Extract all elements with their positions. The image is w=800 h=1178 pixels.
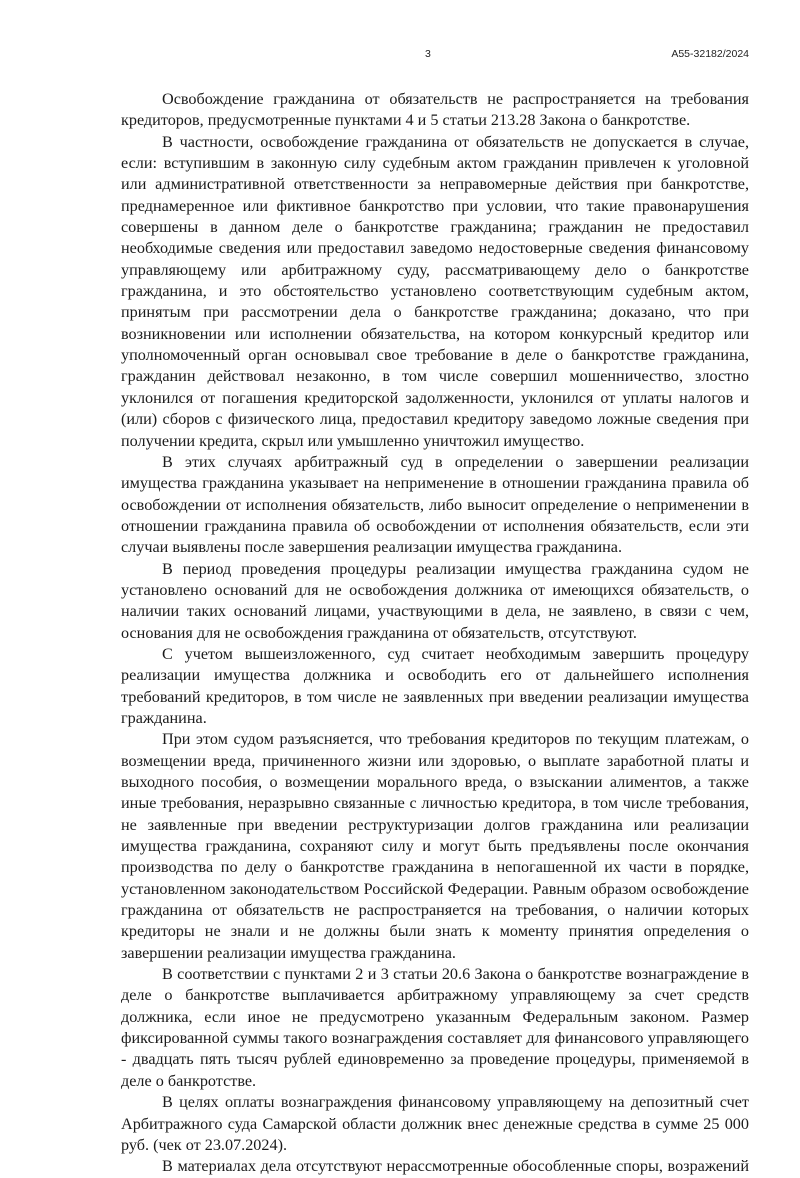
page-header <box>0 48 800 64</box>
page-number: 3 <box>425 48 431 60</box>
paragraph-court-decision: С учетом вышеизложенного, суд считает необходимым завершить процедуру реализации имущества должника и освободить его от дальнейшего исполнения требований кредиторов, в том числе не заявленных при введении реализации имущества гражданина. <box>121 644 749 727</box>
paragraph-no-grounds: В период проведения процедуры реализации имущества гражданина судом не установлено оснований для не освобождения должника от имеющихся обязательств, о наличии таких оснований лицами, участвующими в дела, не заявлено, в связи с чем, основания для не освобождения гражданина от обязательств, отсутствуют. <box>121 559 749 642</box>
paragraph-creditor-claims-clarification: При этом судом разъясняется, что требования кредиторов по текущим платежам, о возмещении вреда, причиненного жизни или здоровью, о выплате заработной платы и выходного пособия, о возмещении морального вреда, о взыскании алиментов, а также иные требования, неразрывно связанные с личностью кредитора, в том числе требования, не заявленные при введении реструктуризации долгов гражданина или реализации имущества гражданина, сохраняют силу и могут быть предъявлены после окончания производства по делу о банкротстве гражданина в непогашенной их части в порядке, установленном законодательством Российской Федерации. Равным образом освобождение гражданина от обязательств не распространяется на требования, о наличии которых кредиторы не знали и не должны были знать к моменту принятия определения о завершении реализации имущества гражданина. <box>121 730 749 962</box>
paragraph-manager-remuneration: В соответствии с пунктами 2 и 3 статьи 20.6 Закона о банкротстве вознаграждение в деле о банкротстве выплачивается арбитражному управляющему за счет средств должника, если иное не предусмотрено указанным Федеральным законом. Размер фиксированной суммы такого вознаграждения составляет для финансового управляющего - двадцать пять тысяч рублей единовременно за проведение процедуры, применяемой в деле о банкротстве. <box>121 965 749 1090</box>
paragraph-case-materials: В материалах дела отсутствуют нерассмотренные обособленные споры, возражений <box>162 1157 749 1176</box>
case-number: А55-32182/2024 <box>671 48 749 60</box>
paragraph-court-non-application: В этих случаях арбитражный суд в определении о завершении реализации имущества гражданина указывает на неприменение в отношении гражданина правила об освобождении от исполнения обязательств, либо выносит определение о неприменении в отношении гражданина правила об освобождении от исполнения обязательств, если эти случаи выявлены после завершения реализации имущества гражданина. <box>121 452 749 557</box>
paragraph-deposit-payment: В целях оплаты вознаграждения финансовому управляющему на депозитный счет Арбитражного суда Самарской области должник внес денежные средства в сумме 25 000 руб. (чек от 23.07.2024). <box>121 1093 749 1154</box>
document-body <box>121 89 749 1178</box>
paragraph-release-exceptions: Освобождение гражданина от обязательств не распространяется на требования кредиторов, предусмотренные пунктами 4 и 5 статьи 213.28 Закона о банкротстве. <box>121 90 749 130</box>
paragraph-release-not-allowed-cases: В частности, освобождение гражданина от обязательств не допускается в случае, если: вступившим в законную силу судебным актом гражданин привлечен к уголовной или административной ответственности за неправомерные действия при банкротстве, преднамеренное или фиктивное банкротство при условии, что такие правонарушения совершены в данном деле о банкротстве гражданина; гражданин не предоставил необходимые сведения или предоставил заведомо недостоверные сведения финансовому управляющему или арбитражному суду, рассматривающему дело о банкротстве гражданина, и это обстоятельство установлено соответствующим судебным актом, принятым при рассмотрении дела о банкротстве гражданина; доказано, что при возникновении или исполнении обязательства, на котором конкурсный кредитор или уполномоченный орган основывал свое требование в деле о банкротстве гражданина, гражданин действовал незаконно, в том числе совершил мошенничество, злостно уклонился от погашения кредиторской задолженности, уклонился от уплаты налогов и (или) сборов с физического лица, предоставил кредитору заведомо ложные сведения при получении кредита, скрыл или умышленно уничтожил имущество. <box>121 132 749 450</box>
